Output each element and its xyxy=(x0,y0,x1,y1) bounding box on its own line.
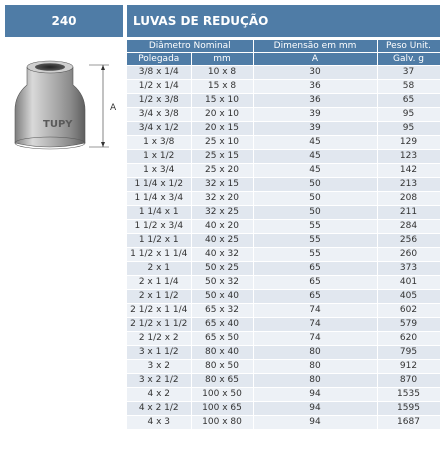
table-sub-header-row xyxy=(127,53,440,66)
reducing-coupling-illustration xyxy=(5,55,125,155)
cell-peso: 213 xyxy=(377,178,440,192)
cell-polegada: 4 x 2 xyxy=(127,388,191,402)
cell-polegada: 1/2 x 3/8 xyxy=(127,94,191,108)
cell-peso: 373 xyxy=(377,262,440,276)
cell-polegada: 2 x 1 1/4 xyxy=(127,276,191,290)
header-peso: Peso Unit. xyxy=(377,40,440,53)
cell-dimensao-a: 65 xyxy=(253,262,377,276)
cell-peso: 1687 xyxy=(377,416,440,430)
cell-peso: 401 xyxy=(377,276,440,290)
cell-dimensao-a: 94 xyxy=(253,402,377,416)
cell-dimensao-a: 45 xyxy=(253,164,377,178)
page-title xyxy=(127,5,440,37)
cell-mm: 40 x 32 xyxy=(191,248,253,262)
cell-peso: 211 xyxy=(377,206,440,220)
cell-polegada: 3 x 1 1/2 xyxy=(127,346,191,360)
cell-peso: 870 xyxy=(377,374,440,388)
cell-mm: 32 x 20 xyxy=(191,192,253,206)
cell-mm: 20 x 10 xyxy=(191,108,253,122)
table-row xyxy=(127,122,440,136)
cell-peso: 142 xyxy=(377,164,440,178)
cell-mm: 50 x 25 xyxy=(191,262,253,276)
cell-polegada: 2 1/2 x 2 xyxy=(127,332,191,346)
cell-mm: 15 x 8 xyxy=(191,80,253,94)
cell-dimensao-a: 94 xyxy=(253,416,377,430)
cell-mm: 10 x 8 xyxy=(191,66,253,80)
cell-dimensao-a: 39 xyxy=(253,108,377,122)
cell-polegada: 1 x 3/4 xyxy=(127,164,191,178)
table-row xyxy=(127,94,440,108)
cell-mm: 40 x 20 xyxy=(191,220,253,234)
cell-peso: 1535 xyxy=(377,388,440,402)
cell-dimensao-a: 36 xyxy=(253,94,377,108)
cell-polegada: 3 x 2 xyxy=(127,360,191,374)
cell-polegada: 1 1/2 x 1 xyxy=(127,234,191,248)
cell-mm: 15 x 10 xyxy=(191,94,253,108)
spec-table xyxy=(127,40,441,430)
table-group-header-row xyxy=(127,40,440,53)
cell-peso: 129 xyxy=(377,136,440,150)
cell-mm: 100 x 50 xyxy=(191,388,253,402)
cell-peso: 405 xyxy=(377,290,440,304)
table-row xyxy=(127,108,440,122)
cell-dimensao-a: 55 xyxy=(253,220,377,234)
cell-peso: 123 xyxy=(377,150,440,164)
cell-mm: 32 x 25 xyxy=(191,206,253,220)
cell-peso: 602 xyxy=(377,304,440,318)
table-row xyxy=(127,66,440,80)
cell-dimensao-a: 80 xyxy=(253,346,377,360)
table-row xyxy=(127,276,440,290)
cell-mm: 65 x 32 xyxy=(191,304,253,318)
cell-mm: 20 x 15 xyxy=(191,122,253,136)
cell-dimensao-a: 55 xyxy=(253,234,377,248)
table-row xyxy=(127,304,440,318)
cell-polegada: 1 x 1/2 xyxy=(127,150,191,164)
cell-dimensao-a: 55 xyxy=(253,248,377,262)
cell-dimensao-a: 39 xyxy=(253,122,377,136)
cell-mm: 50 x 40 xyxy=(191,290,253,304)
cell-peso: 579 xyxy=(377,318,440,332)
cell-peso: 65 xyxy=(377,94,440,108)
table-row xyxy=(127,332,440,346)
cell-dimensao-a: 80 xyxy=(253,360,377,374)
cell-dimensao-a: 65 xyxy=(253,276,377,290)
cell-dimensao-a: 74 xyxy=(253,318,377,332)
cell-polegada: 1 1/4 x 1 xyxy=(127,206,191,220)
cell-polegada: 2 1/2 x 1 1/2 xyxy=(127,318,191,332)
cell-mm: 50 x 32 xyxy=(191,276,253,290)
cell-polegada: 1 x 3/8 xyxy=(127,136,191,150)
cell-mm: 25 x 10 xyxy=(191,136,253,150)
header-diametro-nominal: Diâmetro Nominal xyxy=(127,40,253,53)
cell-mm: 100 x 80 xyxy=(191,416,253,430)
cell-peso: 1595 xyxy=(377,402,440,416)
cell-polegada: 2 1/2 x 1 1/4 xyxy=(127,304,191,318)
cell-polegada: 1 1/2 x 1 1/4 xyxy=(127,248,191,262)
dimension-line xyxy=(89,65,109,147)
cell-dimensao-a: 74 xyxy=(253,304,377,318)
cell-mm: 65 x 40 xyxy=(191,318,253,332)
cell-polegada: 1 1/4 x 3/4 xyxy=(127,192,191,206)
cell-polegada: 3/4 x 3/8 xyxy=(127,108,191,122)
coupling-body xyxy=(15,61,85,149)
table-row xyxy=(127,346,440,360)
cell-peso: 95 xyxy=(377,108,440,122)
product-code-text: 240 xyxy=(51,14,77,28)
table-row xyxy=(127,248,440,262)
cell-polegada: 3 x 2 1/2 xyxy=(127,374,191,388)
cell-dimensao-a: 30 xyxy=(253,66,377,80)
cell-mm: 25 x 20 xyxy=(191,164,253,178)
cell-polegada: 1 1/2 x 3/4 xyxy=(127,220,191,234)
cell-peso: 256 xyxy=(377,234,440,248)
cell-dimensao-a: 50 xyxy=(253,178,377,192)
cell-dimensao-a: 65 xyxy=(253,290,377,304)
cell-mm: 100 x 65 xyxy=(191,402,253,416)
cell-peso: 912 xyxy=(377,360,440,374)
dimension-label: A xyxy=(110,103,117,113)
header-polegada: Polegada xyxy=(127,53,191,66)
cell-polegada: 3/8 x 1/4 xyxy=(127,66,191,80)
table-row xyxy=(127,234,440,248)
cell-dimensao-a: 80 xyxy=(253,374,377,388)
cell-mm: 40 x 25 xyxy=(191,234,253,248)
cell-dimensao-a: 94 xyxy=(253,388,377,402)
table-row xyxy=(127,178,440,192)
cell-mm: 80 x 40 xyxy=(191,346,253,360)
cell-dimensao-a: 50 xyxy=(253,206,377,220)
cell-mm: 32 x 15 xyxy=(191,178,253,192)
table-row xyxy=(127,150,440,164)
table-row xyxy=(127,206,440,220)
cell-dimensao-a: 45 xyxy=(253,136,377,150)
table-row xyxy=(127,318,440,332)
table-row xyxy=(127,416,440,430)
header-dimensao: Dimensão em mm xyxy=(253,40,377,53)
cell-peso: 95 xyxy=(377,122,440,136)
table-row xyxy=(127,360,440,374)
cell-polegada: 4 x 2 1/2 xyxy=(127,402,191,416)
cell-polegada: 2 x 1 1/2 xyxy=(127,290,191,304)
cell-peso: 620 xyxy=(377,332,440,346)
cell-polegada: 2 x 1 xyxy=(127,262,191,276)
cell-mm: 25 x 15 xyxy=(191,150,253,164)
table-row xyxy=(127,290,440,304)
cell-polegada: 1 1/4 x 1/2 xyxy=(127,178,191,192)
table-row xyxy=(127,80,440,94)
cell-dimensao-a: 45 xyxy=(253,150,377,164)
header-mm: mm xyxy=(191,53,253,66)
product-code xyxy=(5,5,123,37)
table-row xyxy=(127,262,440,276)
cell-polegada: 1/2 x 1/4 xyxy=(127,80,191,94)
table-row xyxy=(127,220,440,234)
brand-logo-text: TUPY xyxy=(43,119,73,130)
cell-peso: 795 xyxy=(377,346,440,360)
cell-dimensao-a: 50 xyxy=(253,192,377,206)
cell-peso: 37 xyxy=(377,66,440,80)
cell-peso: 58 xyxy=(377,80,440,94)
cell-peso: 260 xyxy=(377,248,440,262)
table-body xyxy=(127,66,440,430)
cell-polegada: 4 x 3 xyxy=(127,416,191,430)
table-row xyxy=(127,374,440,388)
cell-polegada: 3/4 x 1/2 xyxy=(127,122,191,136)
cell-mm: 65 x 50 xyxy=(191,332,253,346)
header-a: A xyxy=(253,53,377,66)
cell-peso: 284 xyxy=(377,220,440,234)
cell-dimensao-a: 36 xyxy=(253,80,377,94)
table-row xyxy=(127,388,440,402)
cell-peso: 208 xyxy=(377,192,440,206)
page-title-text: LUVAS DE REDUÇÃO xyxy=(133,14,269,28)
header-galv: Galv. g xyxy=(377,53,440,66)
table-row xyxy=(127,402,440,416)
cell-mm: 80 x 50 xyxy=(191,360,253,374)
table-row xyxy=(127,192,440,206)
cell-mm: 80 x 65 xyxy=(191,374,253,388)
cell-dimensao-a: 74 xyxy=(253,332,377,346)
table-row xyxy=(127,136,440,150)
table-row xyxy=(127,164,440,178)
